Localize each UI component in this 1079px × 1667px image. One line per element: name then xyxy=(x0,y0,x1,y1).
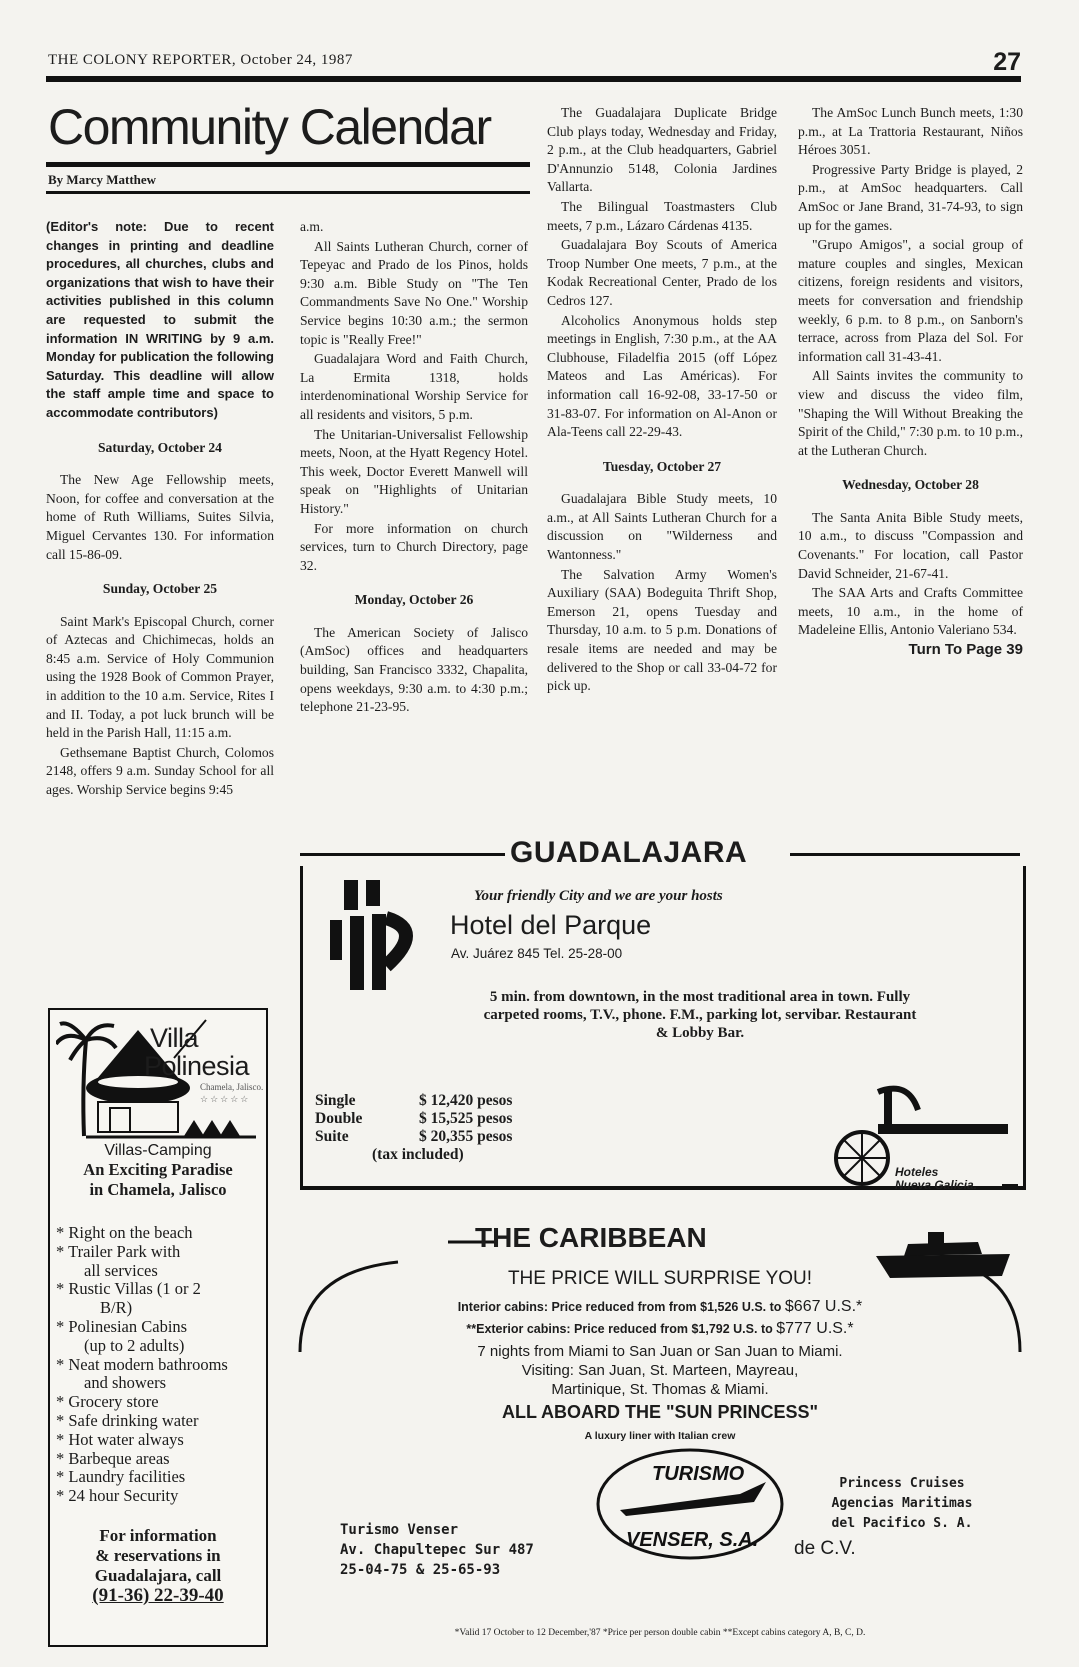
hotel-description: 5 min. from downtown, in the most traditional area in town. Fully carpeted rooms, T.V., phone. F.M., parking lot, servibar. Restaurant & Lobby Bar. xyxy=(483,989,917,1041)
masthead-title: THE COLONY REPORTER, October 24, 1987 xyxy=(48,52,353,68)
feature-item: * Laundry facilities xyxy=(56,1467,186,1487)
column-2 xyxy=(300,218,528,718)
villa-name-line2: Polinesia xyxy=(144,1051,250,1082)
hotel-name: Hotel del Parque xyxy=(450,910,652,940)
item-grupo-amigos: "Grupo Amigos", a social group of mature couples and singles, Mexican citizens, foreign residents and visitors, meets for conversation and friendship weekly, 6 p.m. to 8 p.m., on Sanborn's terrace, across from Plaza del Sol. For information call 31-43-41. xyxy=(798,237,1023,364)
villa-tagline-2: in Chamela, Jalisco xyxy=(89,1180,227,1199)
feature-item: * Safe drinking water xyxy=(56,1410,199,1430)
villa-contact-1: For information xyxy=(99,1526,217,1545)
masthead-rule xyxy=(46,76,1021,82)
villa-type: Villas-Camping xyxy=(104,1142,212,1159)
feature-item: * Rustic Villas (1 or 2 xyxy=(56,1279,201,1299)
heading-monday: Monday, October 26 xyxy=(354,592,474,608)
galicia-line-2: Nueva Galicia. xyxy=(895,1178,978,1192)
rate-row: Single $ 12,420 pesos xyxy=(315,1092,513,1109)
feature-item: * Trailer Park with xyxy=(56,1241,181,1261)
title-rule xyxy=(46,162,530,167)
feature-item: * Right on the beach xyxy=(56,1223,193,1242)
turismo-venser-contact xyxy=(340,1520,534,1580)
item-santa-anita: The Santa Anita Bible Study meets, 10 a.m., to discuss "Compassion and Covenants." For location, call Pastor David Schneider, 21-67-41. xyxy=(798,509,1023,581)
feature-item: * Grocery store xyxy=(56,1392,159,1412)
princess-line-1: Princess Cruises xyxy=(839,1476,965,1491)
all-aboard: ALL ABOARD THE "SUN PRINCESS" xyxy=(501,1402,819,1422)
heading-saturday: Saturday, October 24 xyxy=(98,439,222,455)
agency-name: Turismo Venser xyxy=(340,1522,459,1538)
villa-name-line1: Villa xyxy=(150,1023,199,1053)
feature-item-cont: B/R) xyxy=(100,1298,133,1318)
item-amsoc: The American Society of Jalisco (AmSoc) offices and headquarters building, San Francisco 3332, Chapalita, opens weekdays, 9:30 a.m. to 4:30 p.m.; telephone 21-23-95. xyxy=(300,624,528,715)
item-salvation-army: The Salvation Army Women's Auxiliary (SAA) Bodeguita Thrift Shop, Emerson 21, opens Tuesday and Thursday, 10 a.m. to 5 p.m. Donations of resale items are needed and may be delivered to the Shop or call 33-04-72 for pick up. xyxy=(547,566,777,694)
villa-features-list xyxy=(56,1224,262,1506)
villa-contact xyxy=(50,1526,266,1606)
item-lunch-bunch: The AmSoc Lunch Bunch meets, 1:30 p.m., at La Trattoria Restaurant, Niños Héroes 3051. xyxy=(798,105,1023,158)
hotel-rates xyxy=(315,1092,512,1146)
item-all-saints: All Saints Lutheran Church, corner of Tepeyac and Prado de los Pinos, holds 9:30 a.m. Bible Study on "The Ten Commandments Save No One." Worship Service begins 10:30 a.m.; the sermon topic is "Really Free!" xyxy=(300,238,528,347)
item-new-age: The New Age Fellowship meets, Noon, for coffee and conversation at the home of Ruth Williams, Suites Silvia, Miguel Cervantes 130. For information call 15-86-09. xyxy=(46,472,274,562)
column-4 xyxy=(798,104,1023,661)
item-video-film: All Saints invites the community to view and discuss the video film, "Shaping the Will Without Breaking the Spirit of the Child," 7:30 p.m. to 10 p.m., at the Lutheran Church. xyxy=(798,368,1023,458)
item-toastmasters: The Bilingual Toastmasters Club meets, 7 p.m., Lázaro Cárdenas 4135. xyxy=(547,198,777,233)
byline: By Marcy Matthew xyxy=(48,172,157,187)
logo-venser: VENSER, S.A. xyxy=(626,1529,759,1551)
price-surprise: THE PRICE WILL SURPRISE YOU! xyxy=(507,1268,813,1289)
item-gethsemane: Gethsemane Baptist Church, Colomos 2148, offers 9 a.m. Sunday School for all ages. Worship Service begins 9:45 xyxy=(46,744,274,798)
caribbean-footnote: *Valid 17 October to 12 December,'87 *Price per person double cabin **Except cabins category A, B, C, D. xyxy=(454,1628,866,1638)
hotel-parque-logo-icon xyxy=(330,880,430,990)
itinerary-nights: 7 nights from Miami to San Juan or San Juan to Miami. xyxy=(477,1343,843,1360)
column-3 xyxy=(547,104,777,697)
hoteles-nueva-galicia xyxy=(895,1166,977,1192)
feature-item-cont: and showers xyxy=(84,1373,167,1393)
feature-item: * Barbeque areas xyxy=(56,1448,170,1468)
princess-cruises xyxy=(812,1474,992,1534)
gdl-heading: GUADALAJARA xyxy=(510,836,748,869)
feature-item: * 24 hour Security xyxy=(56,1486,179,1506)
item-st-mark: Saint Mark's Episcopal Church, corner of Aztecas and Chichimecas, holds an 8:45 a.m. Service of Holy Communion using the 1928 Book of Common Prayer, in addition to the 10 a.m. Service, Rites I and II. Today, a pot luck brunch will be held in the Parish Hall, 11:15 a.m. xyxy=(46,613,274,741)
villa-tagline xyxy=(50,1160,266,1200)
villa-tagline-1: An Exciting Paradise xyxy=(83,1160,233,1179)
item-bible-study: Guadalajara Bible Study meets, 10 a.m., at All Saints Lutheran Church for a discussion on "Wilderness and Wantonness." xyxy=(547,491,777,563)
item-party-bridge: Progressive Party Bridge is played, 2 p.m., at AmSoc headquarters. Call AmSoc or Jane Brand, 31-74-93, to sign up for the games. xyxy=(798,161,1023,233)
agency-phone[interactable]: 25-04-75 & 25-65-93 xyxy=(340,1562,501,1578)
item-alcoholics-anonymous: Alcoholics Anonymous holds step meetings in English, 7:30 p.m., at the AA Clubhouse, Filadelfia 2015 (off López Mateos and Las Américas). For information call 16-92-08, 33-17-50 or 31-83-07. For information on Al-Anon or Ala-Teens call 22-29-43. xyxy=(547,312,777,440)
princess-line-3: del Pacifico S. A. xyxy=(831,1516,973,1531)
caribbean-heading: THE CARIBBEAN xyxy=(475,1222,707,1253)
villa-polinesia-ad xyxy=(48,1008,268,1647)
feature-item: * Polinesian Cabins xyxy=(56,1316,188,1336)
rate-row: Suite $ 20,355 pesos xyxy=(315,1128,513,1145)
galicia-line-1: Hoteles xyxy=(895,1165,939,1179)
item-am-continued: a.m. xyxy=(300,219,324,234)
column-1 xyxy=(46,218,274,801)
item-arts-crafts: The SAA Arts and Crafts Committee meets, 10 a.m., in the home of Madeleine Ellis, Antonio Valeriano 534. xyxy=(798,585,1023,638)
itinerary-visiting-2: Martinique, St. Thomas & Miami. xyxy=(551,1381,769,1398)
section-title: Community Calendar xyxy=(48,99,491,155)
interior-cabins: Interior cabins: Price reduced from from $1,526 U.S. to $667 U.S.* xyxy=(457,1298,863,1315)
villa-phone[interactable]: (91-36) 22-39-40 xyxy=(92,1585,224,1606)
villa-stars: ☆☆☆☆☆ xyxy=(200,1094,251,1104)
turismo-venser-logo xyxy=(590,1446,790,1562)
villa-location: Chamela, Jalisco. xyxy=(200,1082,264,1092)
agency-address: Av. Chapultepec Sur 487 xyxy=(340,1542,534,1558)
byline-rule xyxy=(46,191,530,194)
feature-item: * Neat modern bathrooms xyxy=(56,1354,228,1374)
item-boy-scouts: Guadalajara Boy Scouts of America Troop Number One meets, 7 p.m., at the Kodak Recreational Center, Prado de los Cedros 127. xyxy=(547,237,777,308)
item-bridge-club: The Guadalajara Duplicate Bridge Club plays today, Wednesday and Friday, 2 p.m., at the Club headquarters, Gabriel D'Annunzio 5148, Colonia Jardines Vallarta. xyxy=(547,105,777,195)
heading-tuesday: Tuesday, October 27 xyxy=(602,458,722,474)
feature-item-cont: all services xyxy=(84,1260,158,1280)
itinerary xyxy=(300,1342,1020,1399)
feature-item: * Hot water always xyxy=(56,1429,184,1449)
turn-to-page[interactable]: Turn To Page 39 xyxy=(908,641,1023,659)
villa-contact-3: Guadalajara, call xyxy=(94,1566,222,1585)
rate-row: Double $ 15,525 pesos xyxy=(315,1110,513,1127)
item-more-info: For more information on church services, turn to Church Directory, page 32. xyxy=(300,520,528,573)
exterior-cabins: **Exterior cabins: Price reduced from $1,792 U.S. to $777 U.S.* xyxy=(466,1320,854,1337)
itinerary-visiting-1: Visiting: San Juan, St. Marteen, Mayreau, xyxy=(521,1362,799,1379)
hotel-address: Av. Juárez 845 Tel. 25-28-00 xyxy=(451,946,623,961)
logo-turismo: TURISMO xyxy=(652,1463,745,1485)
heading-sunday: Sunday, October 25 xyxy=(102,581,218,597)
princess-cv: de C.V. xyxy=(794,1538,856,1559)
page-number: 27 xyxy=(993,48,1021,76)
tax-included: (tax included) xyxy=(372,1146,464,1163)
gdl-rule-left xyxy=(300,853,505,856)
villa-name xyxy=(144,1023,250,1082)
feature-item-cont: (up to 2 adults) xyxy=(84,1335,185,1355)
princess-line-2: Agencias Maritimas xyxy=(831,1496,973,1511)
luxury-liner: A luxury liner with Italian crew xyxy=(584,1430,736,1442)
gdl-rule-right xyxy=(790,853,1020,856)
heading-wednesday: Wednesday, October 28 xyxy=(842,477,979,493)
villa-contact-2: & reservations in xyxy=(95,1546,221,1565)
item-unitarian: The Unitarian-Universalist Fellowship meets, Noon, at the Hyatt Regency Hotel. This week, Doctor Everett Manwell will speak on "Highlights of Unitarian History." xyxy=(300,426,528,516)
editors-note: (Editor's note: Due to recent changes in printing and deadline procedures, all churches, clubs and organizations that wish to have their activities published in this column are requested to submit the information IN WRITING by 9 a.m. Monday for publication the following Saturday. This deadline will allow the staff ample time and space to accommodate contributors) xyxy=(46,219,274,420)
gdl-friendly-line: Your friendly City and we are your hosts xyxy=(474,888,723,904)
item-word-faith: Guadalajara Word and Faith Church, La Ermita 1318, holds interdenominational Worship Service for all residents and visitors, 5 p.m. xyxy=(300,351,528,422)
